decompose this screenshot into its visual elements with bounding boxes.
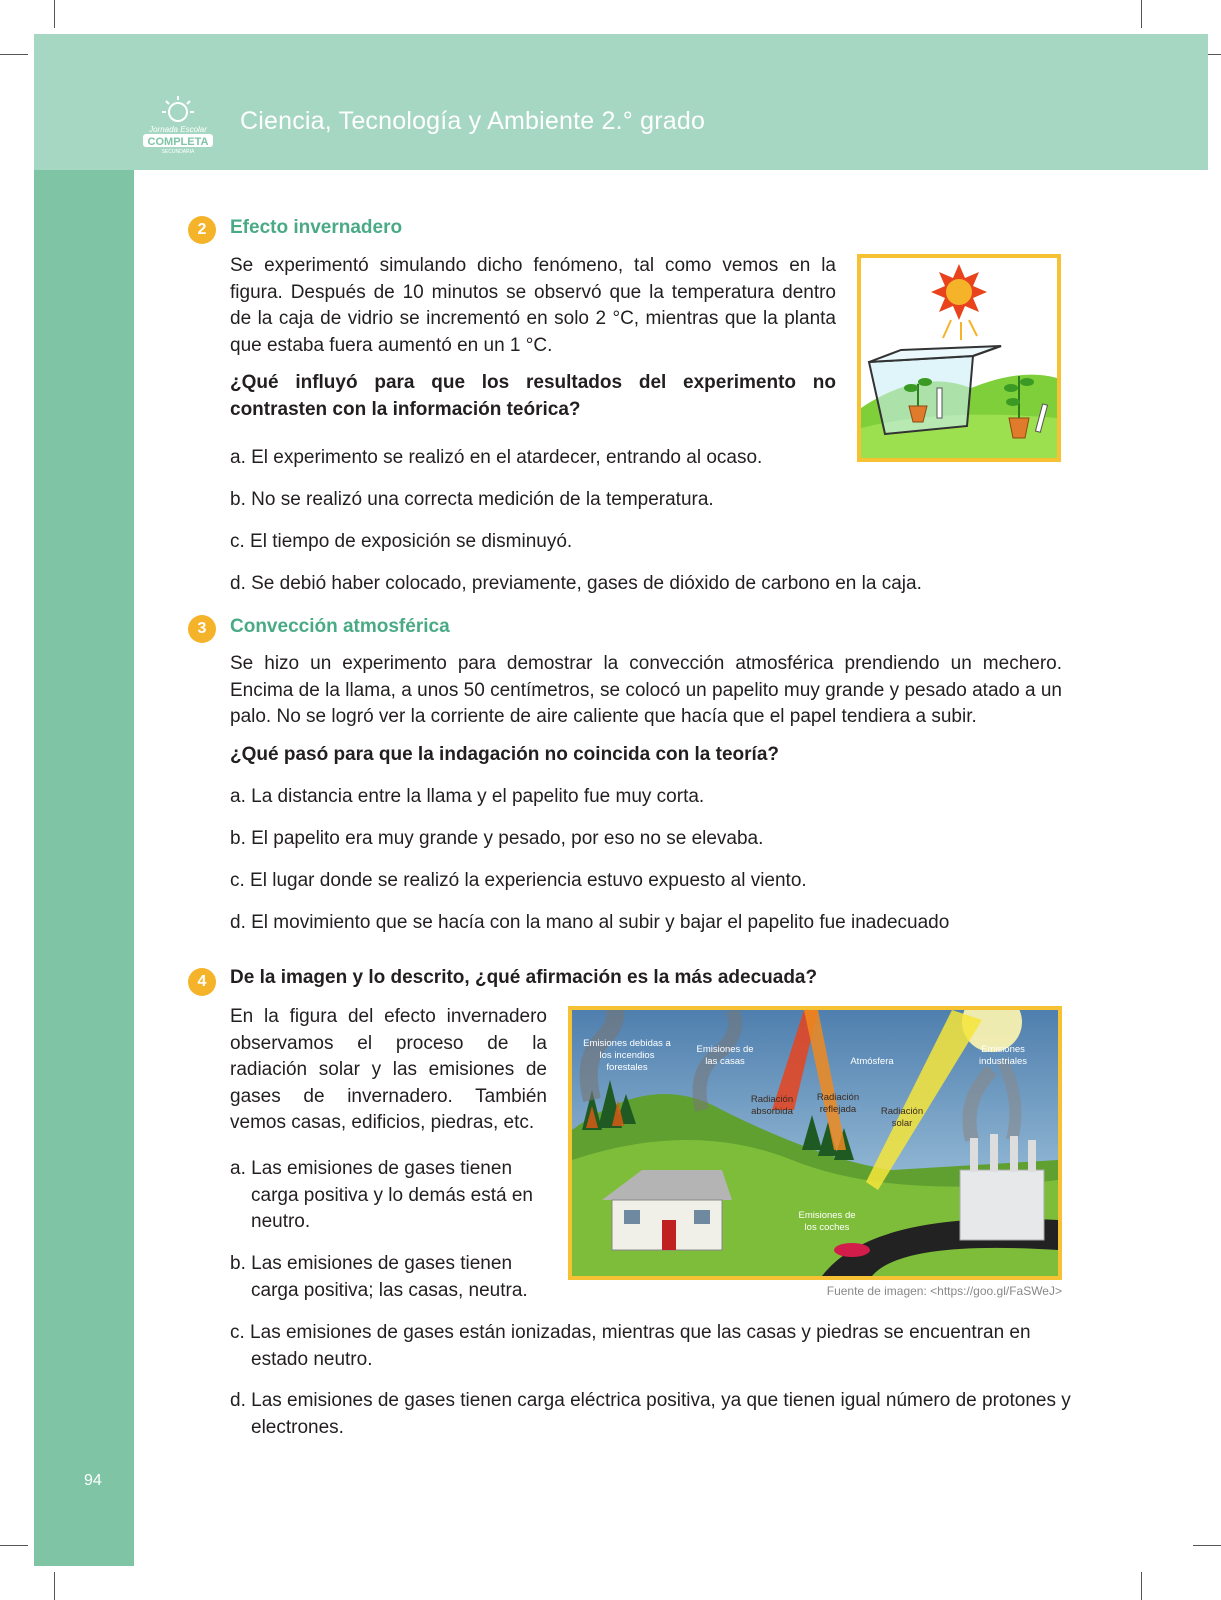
q3-paragraph: Se hizo un experimento para demostrar la convección atmosférica prendiendo un mechero. Encima de la llama, a unos 50 centímetros, se colocó un papelito muy grande y pesado atado a un palo. No se logró ver la corriente de aire caliente que hacía que el papel tendiera a subir. [230,653,1062,727]
q2-title: Efecto invernadero [230,217,403,238]
crop-mark [1193,1545,1221,1546]
q2-option-d: d. Se debió haber colocado, previamente, gases de dióxido de carbono en la caja. [230,573,922,594]
crop-mark [54,1572,55,1600]
crop-mark [1141,1572,1142,1600]
logo-text-top: Jornada Escolar [149,125,207,134]
label-house-emissions: Emisiones de las casas [696,1044,754,1067]
q2-option-c: c. El tiempo de exposición se disminuyó. [230,531,573,552]
q3-option-b: b. El papelito era muy grande y pesado, por eso no se elevaba. [230,828,764,849]
label-atmosphere: Atmósfera [850,1056,894,1067]
crop-mark [0,1545,28,1546]
q4-option-d: d. Las emisiones de gases tienen carga eléctrica positiva, ya que tienen igual número de protones y electrones. [230,1390,1071,1438]
q4-option-b: b. Las emisiones de gases tienen carga positiva; las casas, neutra. [230,1253,528,1301]
q4-paragraph: En la figura del efecto invernadero observamos el proceso de la radiación solar y las emisiones de gases de invernadero. También vemos casas, edificios, piedras, etc. [230,1006,547,1133]
label-reflected-radiation: Radiación reflejada [816,1092,860,1115]
label-industrial-emissions: Emisiones industriales [978,1044,1028,1067]
q3-title: Convección atmosférica [230,616,450,637]
q4-question: De la imagen y lo descrito, ¿qué afirmación es la más adecuada? [230,967,818,988]
q2-question: ¿Qué influyó para que los resultados del experimento no contrasten con la información teórica? [230,372,836,420]
label-car-emissions: Emisiones de los coches [798,1210,856,1233]
q3-option-a: a. La distancia entre la llama y el papelito fue muy corta. [230,786,705,807]
left-margin-band [34,170,134,1566]
q2-paragraph: Se experimentó simulando dicho fenómeno, tal como vemos en la figura. Después de 10 minutos se observó que la temperatura dentro de la caja de vidrio se incrementó en solo 2 °C, mientras que la planta que estaba fuera aumentó en un 1 °C. [230,255,836,356]
car-icon [834,1243,870,1257]
label-forest-fire-emissions: Emisiones debidas a los incendios forestales [583,1038,671,1073]
question-number-badge: 4 [188,968,216,996]
sun-icon [931,264,987,320]
page-number: 94 [84,1472,102,1489]
crop-mark [1141,0,1142,28]
image-source: Fuente de imagen: <https://goo.gl/FaSWeJ> [826,1284,1062,1298]
crop-mark [0,54,28,55]
q3-option-c: c. El lugar donde se realizó la experiencia estuvo expuesto al viento. [230,870,807,891]
jornada-escolar-logo [140,94,216,154]
q2-option-b: b. No se realizó una correcta medición de la temperatura. [230,489,714,510]
label-solar-radiation: Radiación solar [880,1106,924,1129]
q3-option-d: d. El movimiento que se hacía con la mano al subir y bajar el papelito fue inadecuado [230,912,950,933]
question-number-badge: 3 [188,615,216,643]
crop-mark [54,0,55,28]
greenhouse-experiment-figure [857,254,1061,462]
question-number-badge: 2 [188,216,216,244]
q4-option-c: c. Las emisiones de gases están ionizadas, mientras que las casas y piedras se encuentran en estado neutro. [230,1322,1031,1370]
q3-question: ¿Qué pasó para que la indagación no coincida con la teoría? [230,744,779,765]
q4-option-a: a. Las emisiones de gases tienen carga positiva y lo demás está en neutro. [230,1158,533,1232]
header-title: Ciencia, Tecnología y Ambiente 2.° grado [240,107,706,135]
q2-option-a: a. El experimento se realizó en el atardecer, entrando al ocaso. [230,447,763,468]
thermometer-icon [937,388,942,418]
greenhouse-effect-figure [568,1006,1062,1280]
logo-text-bottom: SECUNDARIA [161,149,195,154]
logo-text-main: COMPLETA [147,136,209,148]
label-absorbed-radiation: Radiación absorbida [750,1094,794,1117]
